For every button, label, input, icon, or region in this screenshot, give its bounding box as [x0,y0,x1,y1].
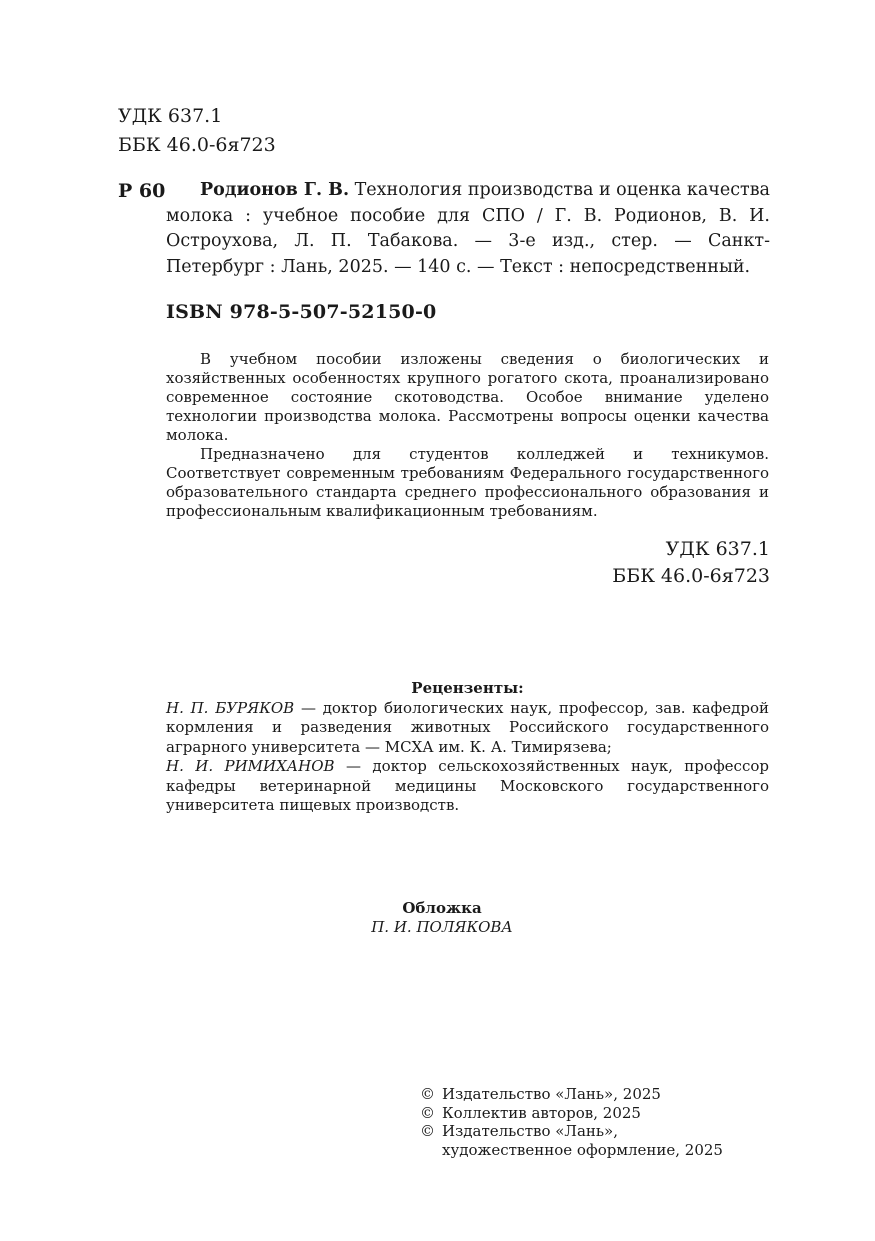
bibliographic-record [166,178,770,280]
reviewers-heading: Рецензенты: [411,679,524,697]
cover-credit [166,899,718,937]
reviewer-entry [166,699,769,758]
copyright-text: Издательство «Лань», 2025 [442,1085,661,1103]
reviewer-credentials: — доктор биологических наук, профессор, зав. кафедрой кормления и разведения животных Российского государственного аграрного университета — МСХА им. К. А. Тимирязева; [166,698,770,756]
reviewers [166,679,769,816]
copyright-symbol: © [420,1103,435,1122]
udk-code: УДК 637.1 [118,105,223,127]
reviewer-name: Н. И. РИМИХАНОВ [166,757,335,775]
bibliographic-description: Технология производства и оценка качества молока : учебное пособие для СПО / Г. В. Родионов, В. И. Остроухова, Л. П. Табакова. — 3-е изд., стер. — Санкт-Петербург : Лань, 2025. — 140 с. — Текст : непосредственный. [166,180,770,277]
cover-artist: П. И. ПОЛЯКОВА [371,918,513,936]
bbk-code: ББК 46.0-6я723 [118,134,276,156]
copyright-line [420,1122,723,1141]
isbn: ISBN 978-5-507-52150-0 [166,301,437,323]
udk-bbk-right [560,536,770,590]
udk-code: УДК 637.1 [665,538,770,560]
annotation [166,350,769,521]
bbk-code: ББК 46.0-6я723 [612,565,770,587]
udk-bbk-top [118,102,276,160]
copyright-symbol: © [420,1122,435,1140]
cover-heading: Обложка [402,899,482,917]
annotation-paragraph: Предназначено для студентов колледжей и техникумов. Соответствует современным требованиям Федерального государственного образовательного стандарта среднего профессионального образования и профессиональным квалификационным требованиям. [166,445,769,520]
copyright-block [420,1085,723,1159]
copyright-text: Издательство «Лань», [442,1122,619,1140]
copyright-line [420,1141,723,1160]
author-sign: Р 60 [118,180,166,202]
copyright-text: Коллектив авторов, 2025 [442,1103,641,1122]
copyright-line [420,1085,723,1104]
reviewer-entry [166,757,769,816]
copyright-text: художественное оформление, 2025 [442,1140,723,1159]
copyright-line [420,1104,723,1123]
copyright-symbol: © [420,1085,435,1103]
reviewer-credentials: — доктор сельскохозяйственных наук, профессор кафедры ветеринарной медицины Московского государственного университета пищевых производств. [166,757,769,814]
author-name: Родионов Г. В. [200,180,350,200]
annotation-paragraph: В учебном пособии изложены сведения о биологических и хозяйственных особенностях крупного рогатого скота, проанализировано современное состояние скотоводства. Особое внимание уделено технологии производства молока. Рассмотрены вопросы оценки качества молока. [166,350,769,444]
reviewer-name: Н. П. БУРЯКОВ [166,698,295,717]
